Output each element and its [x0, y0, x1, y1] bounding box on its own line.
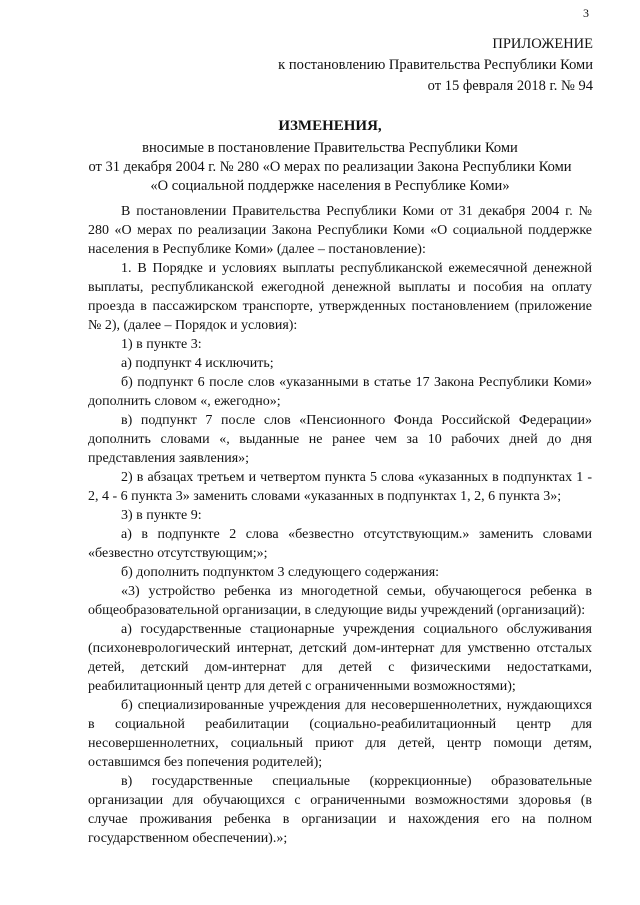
- paragraph: «3) устройство ребенка из многодетной семьи, обучающегося ребенка в общеобразовательной организации, в следующие виды учреждений (организаций):: [88, 584, 592, 618]
- document-title: [60, 117, 600, 196]
- appendix-label: ПРИЛОЖЕНИЕ: [492, 36, 593, 52]
- paragraph: 1) в пункте 3:: [121, 337, 202, 352]
- paragraph: В постановлении Правительства Республики Коми от 31 декабря 2004 г. № 280 «О мерах по реализации Закона Республики Коми «О социальной поддержке населения в Республике Коми» (далее – постановление):: [88, 204, 592, 257]
- title-line-2: от 31 декабря 2004 г. № 280 «О мерах по реализации Закона Республики Коми: [88, 159, 572, 175]
- paragraph: б) дополнить подпунктом 3 следующего содержания:: [121, 565, 440, 580]
- appendix-date: от 15 февраля 2018 г. № 94: [427, 78, 593, 94]
- paragraph: 3) в пункте 9:: [121, 508, 202, 523]
- title-heading: ИЗМЕНЕНИЯ,: [278, 118, 382, 134]
- paragraph: б) подпункт 6 после слов «указанными в статье 17 Закона Республики Коми» дополнить словом «, ежегодно»;: [88, 375, 592, 409]
- paragraph: а) подпункт 4 исключить;: [121, 356, 274, 371]
- paragraph: а) государственные стационарные учреждения социального обслуживания (психоневрологический интернат, детский дом-интернат для умственно отсталых детей, детский дом-интернат для детей с физическими недостатками, реабилитационный центр для детей с ограниченными возможностями);: [88, 622, 592, 694]
- document-body: [88, 202, 592, 848]
- paragraph: б) специализированные учреждения для несовершеннолетних, нуждающихся в социальной реабилитации (социально-реабилитационный центр для несовершеннолетних, социальный приют для детей, центр помощи детям, оставшимся без попечения родителей);: [88, 698, 592, 770]
- paragraph: а) в подпункте 2 слова «безвестно отсутствующим.» заменить словами «безвестно отсутствующим;»;: [88, 527, 592, 561]
- paragraph: 2) в абзацах третьем и четвертом пункта 5 слова «указанных в подпунктах 1 - 2, 4 - 6 пункта 3» заменить словами «указанных в подпунктах 1, 2, 6 пункта 3»;: [88, 470, 592, 504]
- title-line-3: «О социальной поддержке населения в Республике Коми»: [150, 178, 510, 194]
- appendix-header: [278, 34, 593, 97]
- page-number: 3: [583, 6, 589, 20]
- title-line-1: вносимые в постановление Правительства Республики Коми: [142, 140, 518, 156]
- paragraph: в) подпункт 7 после слов «Пенсионного Фонда Российской Федерации» дополнить словами «, выданные не ранее чем за 10 рабочих дней до дня представления заявления»;: [88, 413, 592, 466]
- paragraph: 1. В Порядке и условиях выплаты республиканской ежемесячной денежной выплаты, республиканской ежегодной денежной выплаты и пособия на оплату проезда в пассажирском транспорте, утвержденных постановлением (приложение № 2), (далее – Порядок и условия):: [88, 261, 592, 333]
- appendix-resolution-ref: к постановлению Правительства Республики Коми: [278, 57, 593, 73]
- paragraph: в) государственные специальные (коррекционные) образовательные организации для обучающихся с ограниченными возможностями здоровья (в случае проживания ребенка в организации и нахождения его на полном государственном обеспечении).»;: [88, 774, 592, 846]
